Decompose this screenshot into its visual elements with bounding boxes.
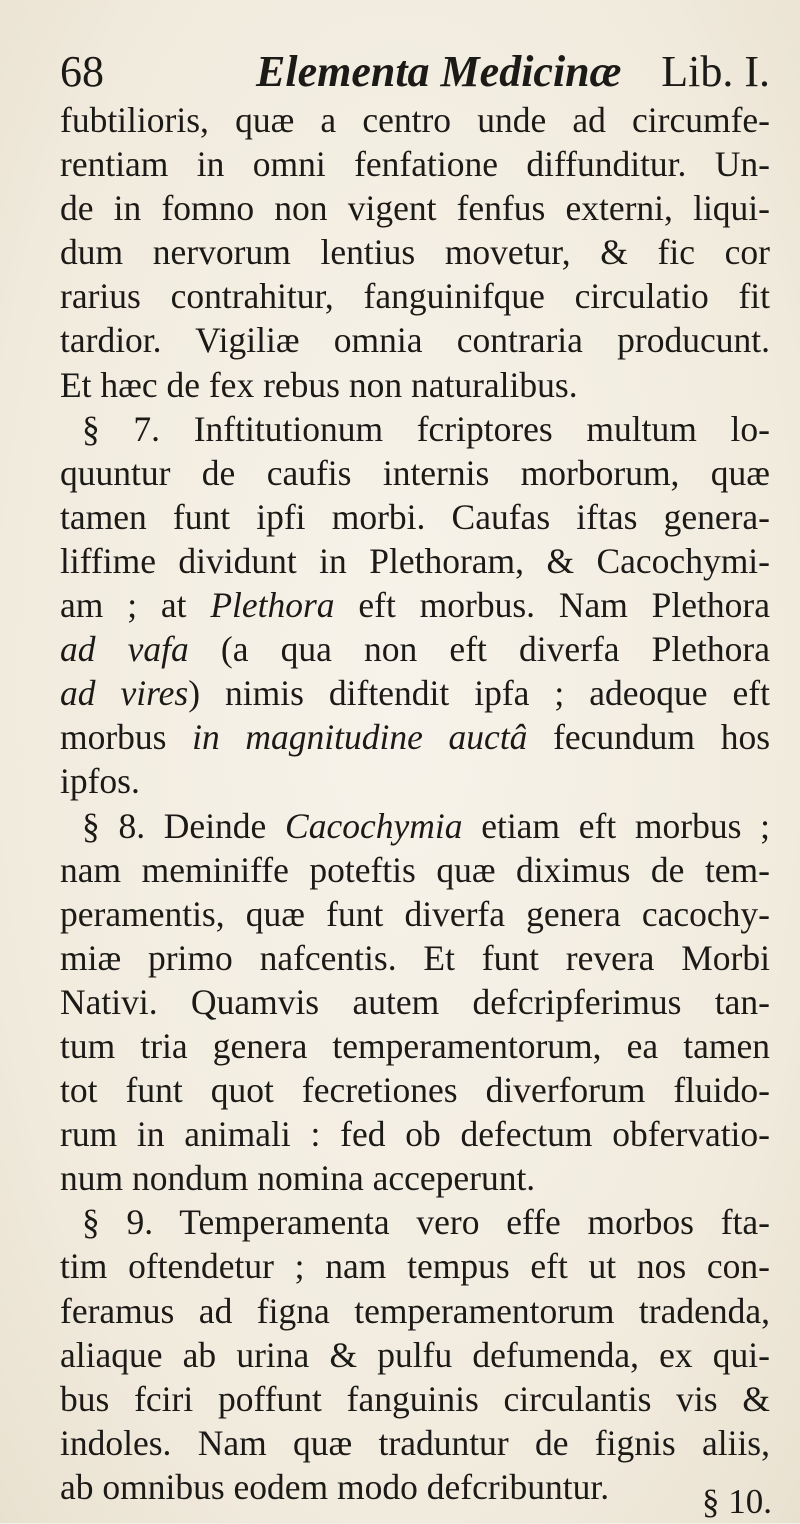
text-line: Et hæc de fex rebus non naturalibus.: [60, 364, 578, 405]
section-7-start: § 7. Inftitutionum fcriptores multum lo-: [82, 408, 770, 449]
book-reference: Lib. I.: [661, 47, 770, 96]
text-line: feramus ad figna temperamentorum tradenda,: [60, 1290, 770, 1331]
page-header: [60, 40, 770, 104]
text-line: aliaque ab urina & pulfu defumenda, ex qui-: [60, 1334, 770, 1375]
page-number: 68: [60, 47, 104, 96]
text-run: am ; at: [60, 585, 211, 626]
italic-term: Cacochymia: [285, 805, 463, 846]
text-line: rarius contrahitur, fanguinifque circulatio fit: [60, 276, 770, 317]
text-line: de in fomno non vigent fenfus externi, liqui-: [60, 188, 770, 229]
text-line: num nondum nomina acceperunt.: [60, 1158, 536, 1199]
body-text: [60, 98, 770, 1509]
text-line: tardior. Vigiliæ omnia contraria producunt.: [60, 320, 770, 361]
running-title: Elementa Medicinæ: [256, 47, 622, 96]
text-run: ) nimis diftendit ipfa ; adeoque eft: [188, 673, 770, 714]
text-line: quuntur de caufis internis morborum, quæ: [60, 452, 770, 493]
text-line: bus fciri poffunt fanguinis circulantis vis &: [60, 1378, 770, 1419]
text-line: miæ primo nafcentis. Et funt revera Morbi: [60, 937, 770, 978]
text-line: [60, 715, 770, 759]
text-line: peramentis, quæ funt diverfa genera cacochy-: [60, 893, 770, 934]
text-line: ipfos.: [60, 761, 140, 802]
text-run: (a qua non eft diverfa Plethora: [188, 629, 770, 670]
italic-term: in magnitudine auctâ: [192, 717, 528, 758]
italic-term: ad vires: [60, 673, 189, 714]
text-run: eft morbus. Nam Plethora: [334, 585, 770, 626]
text-run: morbus: [60, 717, 193, 758]
text-line: ab omnibus eodem modo defcribuntur.: [60, 1466, 610, 1507]
section-8-start: [60, 804, 770, 848]
text-line: rum in animali : fed ob defectum obfervatio-: [60, 1114, 770, 1155]
text-run: etiam eft morbus ;: [462, 805, 770, 846]
text-line: indoles. Nam quæ traduntur de fignis aliis,: [60, 1422, 770, 1463]
text-line: [60, 583, 770, 627]
text-line: [60, 671, 770, 715]
catchword: § 10.: [702, 1482, 772, 1521]
text-line: tim oftendetur ; nam tempus eft ut nos con-: [60, 1246, 770, 1287]
text-line: tamen funt ipfi morbi. Caufas iftas genera-: [60, 496, 770, 537]
text-line: tum tria genera temperamentorum, ea tamen: [60, 1025, 770, 1066]
text-line: dum nervorum lentius movetur, & fic cor: [60, 232, 770, 273]
section-9-start: § 9. Temperamenta vero effe morbos fta-: [82, 1202, 770, 1243]
text-run: fecundum hos: [527, 717, 771, 758]
italic-term: ad vafa: [60, 629, 189, 670]
text-run: § 8. Deinde: [82, 805, 286, 846]
text-line: rentiam in omni fenfatione diffunditur. Un-: [60, 144, 770, 185]
text-line: tot funt quot fecretiones diverforum fluido-: [60, 1070, 770, 1111]
italic-term: Plethora: [210, 585, 335, 626]
text-line: liffime dividunt in Plethoram, & Cacochymi-: [60, 540, 770, 581]
text-line: nam meminiffe poteftis quæ diximus de tem-: [60, 849, 770, 890]
text-line: Nativi. Quamvis autem defcripferimus tan-: [60, 981, 770, 1022]
text-line: [60, 627, 770, 671]
text-line: fubtilioris, quæ a centro unde ad circumfe-: [60, 100, 770, 140]
